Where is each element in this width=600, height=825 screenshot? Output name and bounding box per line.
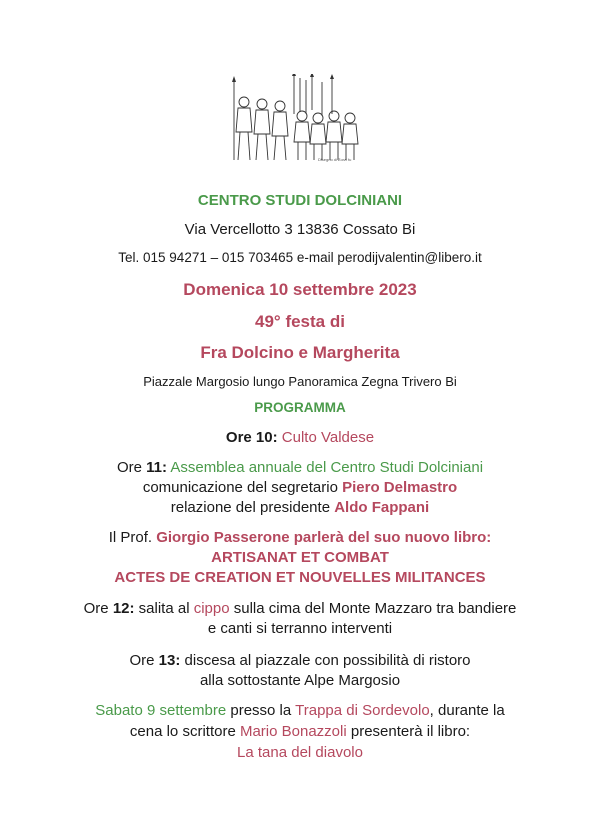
ore13-line2: alla sottostante Alpe Margosio	[199, 672, 401, 689]
sabato-line2	[0, 723, 600, 740]
presidente-label: relazione del presidente	[170, 499, 331, 516]
ore-prefix-11: Ore	[116, 459, 142, 476]
event-date: Domenica 10 settembre 2023	[183, 280, 417, 299]
program-item-12	[0, 600, 600, 617]
address: Via Vercellotto 3 13836 Cossato Bi	[184, 221, 416, 238]
time-10: Ore 10:	[225, 429, 278, 446]
sabato-date: Sabato 9 settembre	[95, 702, 227, 719]
culto-valdese: Culto Valdese	[281, 429, 375, 446]
illustration-soldiers	[222, 74, 382, 164]
illustration-credit: Disegno di Zorzi fu	[318, 157, 352, 162]
salita-text: salita al	[138, 600, 190, 617]
program-item-10	[0, 429, 600, 446]
time-11: 11:	[146, 459, 167, 476]
program-item-13	[0, 652, 600, 669]
presentera-text: presenterà il libro:	[350, 723, 471, 740]
sabato-line1	[0, 702, 600, 719]
segretario-line	[0, 479, 600, 496]
sabato-presso: presso la	[230, 702, 292, 719]
author-name: Mario Bonazzoli	[239, 723, 347, 740]
segretario-label: comunicazione del segretario	[142, 479, 338, 496]
cippo-text: cippo	[193, 600, 230, 617]
time-12: 12:	[112, 600, 135, 617]
organization-name: CENTRO STUDI DOLCINIANI	[197, 192, 403, 209]
book-presentation	[0, 529, 600, 546]
sabato-book-title: La tana del diavolo	[237, 744, 363, 761]
presidente-line	[0, 499, 600, 516]
segretario-name: Piero Delmastro	[342, 479, 458, 496]
passerone-text: Giorgio Passerone parlerà del suo nuovo libro:	[156, 529, 492, 546]
book-title-2: ACTES DE CREATION ET NOUVELLES MILITANCES	[114, 569, 486, 586]
trappa-name: Trappa di Sordevolo	[295, 702, 430, 719]
program-item-11	[0, 459, 600, 476]
scrittore-label: cena lo scrittore	[129, 723, 236, 740]
presidente-name: Aldo Fappani	[334, 499, 430, 516]
ore-prefix-12: Ore	[83, 600, 109, 617]
prof-label: Il Prof.	[108, 529, 153, 546]
ore-prefix-13: Ore	[129, 652, 155, 669]
cima-text: sulla cima del Monte Mazzaro tra bandiere	[233, 600, 517, 617]
event-place: Piazzale Margosio lungo Panoramica Zegna Trivero Bi	[143, 374, 457, 389]
event-edition: 49° festa di	[255, 312, 345, 331]
time-13: 13:	[158, 652, 181, 669]
assemblea-text: Assemblea annuale del Centro Studi Dolciniani	[170, 459, 484, 476]
contacts: Tel. 015 94271 – 015 703465 e-mail perodijvalentin@libero.it	[118, 250, 482, 265]
discesa-text: discesa al piazzale con possibilità di ristoro	[184, 652, 471, 669]
event-name: Fra Dolcino e Margherita	[200, 343, 400, 362]
ore12-line2: e canti si terranno interventi	[207, 620, 393, 637]
program-title: PROGRAMMA	[254, 400, 346, 415]
sabato-durante: , durante la	[429, 702, 505, 719]
book-title-1: ARTISANAT ET COMBAT	[211, 549, 389, 566]
